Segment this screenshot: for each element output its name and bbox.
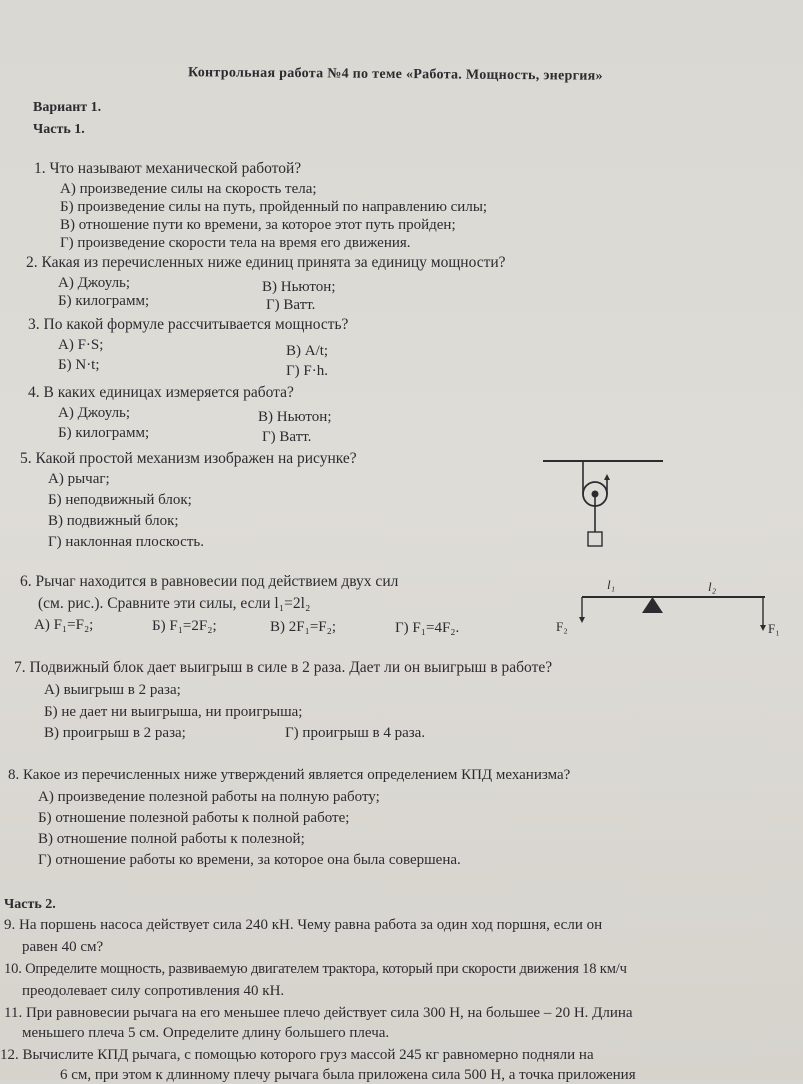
question-7: 7. Подвижный блок дает выигрыш в силе в 2 раза. Дает ли он выигрыш в работе? [14, 659, 553, 676]
q3-option-b: Б) N·t; [58, 357, 100, 373]
q7-option-a: А) выигрыш в 2 раза; [44, 682, 181, 698]
question-12-line2: 6 см, при этом к длинному плечу рычага была приложена сила 500 Н, а точка приложения [60, 1067, 636, 1083]
lever-figure [550, 575, 790, 643]
q8-option-b: Б) отношение полезной работы к полной работе; [38, 810, 350, 826]
q1-option-b: Б) произведение силы на путь, пройденный по направлению силы; [60, 199, 488, 215]
question-11-line1: 11. При равновесии рычага на его меньшее плечо действует сила 300 Н, на большее – 20 Н. Длина [4, 1005, 633, 1021]
page-title: Контрольная работа №4 по теме «Работа. Мощность, энергия» [187, 65, 603, 84]
q1-option-a: А) произведение силы на скорость тела; [60, 181, 317, 197]
q4-option-d: Г) Ватт. [262, 429, 312, 445]
q8-option-d: Г) отношение работы ко времени, за которое она была совершена. [38, 852, 461, 868]
lever-label-f1: F₁ [768, 621, 780, 636]
q2-option-c: В) Ньютон; [262, 279, 336, 295]
q5-option-b: Б) неподвижный блок; [48, 492, 192, 508]
lever-label-f2: F₂ [556, 619, 568, 634]
question-6: 6. Рычаг находится в равновесии под действием двух сил [20, 573, 399, 590]
question-8: 8. Какое из перечисленных ниже утверждений является определением КПД механизма? [8, 767, 571, 783]
question-11-line2: меньшего плеча 5 см. Определите длину большего плеча. [22, 1025, 390, 1041]
question-5: 5. Какой простой механизм изображен на рисунке? [20, 450, 357, 467]
q1-option-d: Г) произведение скорости тела на время его движения. [60, 235, 411, 251]
q5-option-a: А) рычаг; [48, 471, 110, 487]
q6-option-a: А) F₁=F₂; [34, 617, 94, 633]
question-2: 2. Какая из перечисленных ниже единиц принята за единицу мощности? [26, 254, 506, 271]
q2-option-d: Г) Ватт. [266, 297, 316, 313]
q7-option-b: Б) не дает ни выигрыша, ни проигрыша; [44, 704, 303, 720]
q6-option-d: Г) F₁=4F₂. [395, 620, 460, 636]
question-10-line2: преодолевает силу сопротивления 40 кН. [22, 983, 285, 999]
question-10-line1: 10. Определите мощность, развиваемую двигателем трактора, который при скорости движения 18 км/ч [4, 961, 627, 977]
q1-option-c: В) отношение пути ко времени, за которое этот путь пройден; [60, 217, 456, 233]
q3-option-d: Г) F·h. [286, 363, 329, 379]
q5-option-c: В) подвижный блок; [48, 513, 179, 529]
q2-option-b: Б) килограмм; [58, 293, 150, 309]
question-4: 4. В каких единицах измеряется работа? [28, 384, 294, 401]
lever-label-l2: l₂ [708, 579, 717, 594]
q3-option-a: А) F·S; [58, 337, 104, 353]
part1-label: Часть 1. [33, 122, 85, 137]
q5-option-d: Г) наклонная плоскость. [48, 534, 204, 550]
q6-option-c: В) 2F₁=F₂; [270, 619, 337, 635]
question-3: 3. По какой формуле рассчитывается мощность? [28, 316, 349, 333]
q4-option-a: А) Джоуль; [58, 405, 131, 421]
question-9-line1: 9. На поршень насоса действует сила 240 кН. Чему равна работа за один ход поршня, если он [4, 917, 603, 933]
movable-pulley-figure [535, 452, 675, 556]
q4-option-b: Б) килограмм; [58, 425, 150, 441]
variant-label: Вариант 1. [33, 100, 102, 115]
q8-option-c: В) отношение полной работы к полезной; [38, 831, 305, 847]
q7-option-c: В) проигрыш в 2 раза; [44, 725, 186, 741]
lever-label-l1: l₁ [607, 577, 616, 592]
q3-option-c: В) A/t; [286, 343, 329, 359]
q6-option-b: Б) F₁=2F₂; [152, 618, 217, 634]
question-1: 1. Что называют механической работой? [34, 160, 302, 177]
part2-label: Часть 2. [4, 897, 56, 912]
q2-option-a: А) Джоуль; [58, 275, 131, 291]
question-6-cont: (см. рис.). Сравните эти силы, если l₁=2l₂ [38, 595, 311, 612]
question-9-line2: равен 40 см? [22, 939, 104, 955]
question-12-line1: 12. Вычислите КПД рычага, с помощью которого груз массой 245 кг равномерно подняли на [0, 1047, 594, 1063]
q8-option-a: А) произведение полезной работы на полную работу; [38, 789, 380, 805]
q4-option-c: В) Ньютон; [258, 409, 332, 425]
q7-option-d: Г) проигрыш в 4 раза. [285, 725, 426, 741]
